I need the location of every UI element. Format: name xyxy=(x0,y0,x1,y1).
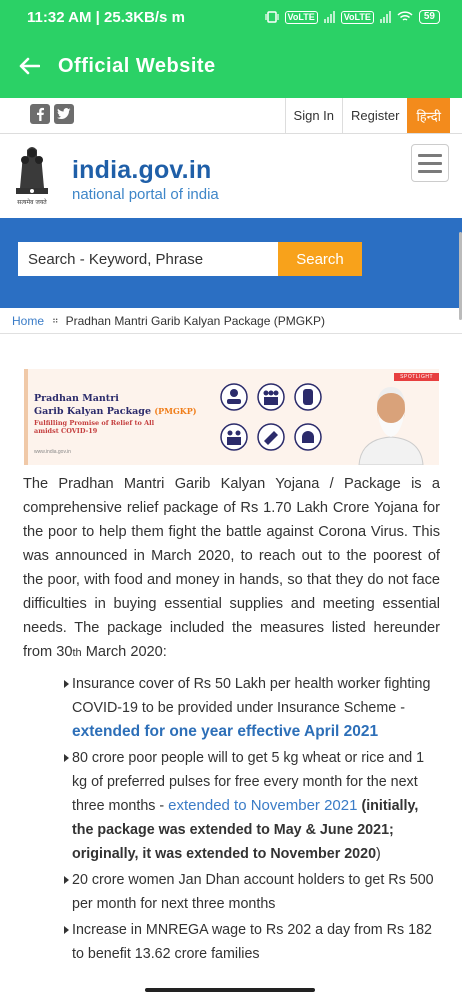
portrait-image xyxy=(351,379,431,465)
breadcrumb-current: Pradhan Mantri Garib Kalyan Package (PMGKP) xyxy=(65,313,326,328)
banner-title: Pradhan Mantri Garib Kalyan Package (PMGKP) xyxy=(34,393,197,417)
signal-icon-2 xyxy=(380,11,391,23)
signal-icon-1 xyxy=(324,11,335,23)
status-time: 11:32 AM xyxy=(27,8,92,26)
home-indicator[interactable] xyxy=(145,988,315,992)
sign-in-link[interactable]: Sign In xyxy=(285,98,342,133)
pmgkp-banner[interactable] xyxy=(24,369,439,465)
spotlight-badge: SPOTLIGHT xyxy=(394,373,439,381)
wifi-icon xyxy=(397,11,413,23)
measures-list xyxy=(64,672,434,968)
search-section xyxy=(0,218,462,308)
app-bar xyxy=(0,34,462,98)
app-bar-title: Official Website xyxy=(58,54,216,77)
register-link[interactable]: Register xyxy=(342,98,407,133)
site-logo-subtitle: national portal of india xyxy=(72,186,219,203)
arrow-left-icon xyxy=(18,57,40,75)
national-emblem-logo[interactable] xyxy=(10,140,54,210)
utility-links xyxy=(285,98,450,133)
emblem-motto: सत्यमेव जयते xyxy=(17,199,47,206)
extension-link[interactable]: extended to November 2021 xyxy=(168,797,358,814)
facebook-icon[interactable] xyxy=(30,104,50,124)
twitter-icon[interactable] xyxy=(54,104,74,124)
search-input[interactable] xyxy=(18,242,278,276)
site-logo-title[interactable]: india.gov.in xyxy=(72,156,212,184)
list-item: Increase in MNREGA wage to Rs 202 a day from Rs 182 to benefit 13.62 crore families xyxy=(64,918,434,966)
hindi-language-button[interactable]: हिन्दी xyxy=(407,98,450,133)
banner-welfare-icons xyxy=(214,379,354,459)
banner-tagline: Fulfilling Promise of Relief to All amidst COVID-19 xyxy=(34,419,155,435)
list-item: 20 crore women Jan Dhan account holders to get Rs 500 per month for next three months xyxy=(64,868,434,916)
status-speed: 25.3KB/s xyxy=(104,8,168,26)
breadcrumb-separator-icon: ⠶ xyxy=(52,315,59,325)
utility-bar xyxy=(0,98,462,134)
volte-badge-2: VoLTE xyxy=(341,11,374,24)
social-links xyxy=(30,104,74,124)
back-button[interactable] xyxy=(0,34,58,98)
volte-badge-1: VoLTE xyxy=(285,11,318,24)
search-button[interactable]: Search xyxy=(278,242,362,276)
list-item: 80 crore poor people will to get 5 kg wheat or rice and 1 kg of preferred pulses for free every month for the next three months - extended to November 2021 (initially, the package was extended to May & June 2021; originally, it was extended to November 2020) xyxy=(64,746,434,866)
extension-note: (initially, the package was extended to May & June 2021; originally, it was extended to November 2020 xyxy=(72,798,419,862)
status-right xyxy=(265,10,440,24)
intro-paragraph: The Pradhan Mantri Garib Kalyan Yojana / Package is a comprehensive relief package of Rs 1.70 Lakh Crore Yojana for the poor to help them fight the battle against Corona Virus. This was announced in March 2020, to reach out to the poorest of the poor, with food and money in hands, so that they do not face difficulties in buying essential supplies and meeting essential needs. The package included the measures listed hereunder from 30th March 2020: xyxy=(23,476,440,660)
vibrate-icon xyxy=(265,11,279,23)
status-left: 11:32 AM | 25.3KB/s m xyxy=(27,8,185,26)
status-bar xyxy=(0,0,462,34)
banner-source: www.india.gov.in xyxy=(34,449,71,455)
site-header xyxy=(0,134,462,218)
extension-link[interactable]: extended for one year effective April 2021 xyxy=(72,723,379,740)
breadcrumb xyxy=(0,308,462,334)
carrier-icon: m xyxy=(171,8,185,26)
menu-button[interactable] xyxy=(411,144,449,182)
battery-icon: 59 xyxy=(419,10,440,24)
list-item: Insurance cover of Rs 50 Lakh per health worker fighting COVID-19 to be provided under Insurance Scheme - extended for one year effective April 2021 xyxy=(64,672,434,744)
breadcrumb-home-link[interactable]: Home xyxy=(12,313,45,328)
hamburger-icon xyxy=(418,154,442,157)
